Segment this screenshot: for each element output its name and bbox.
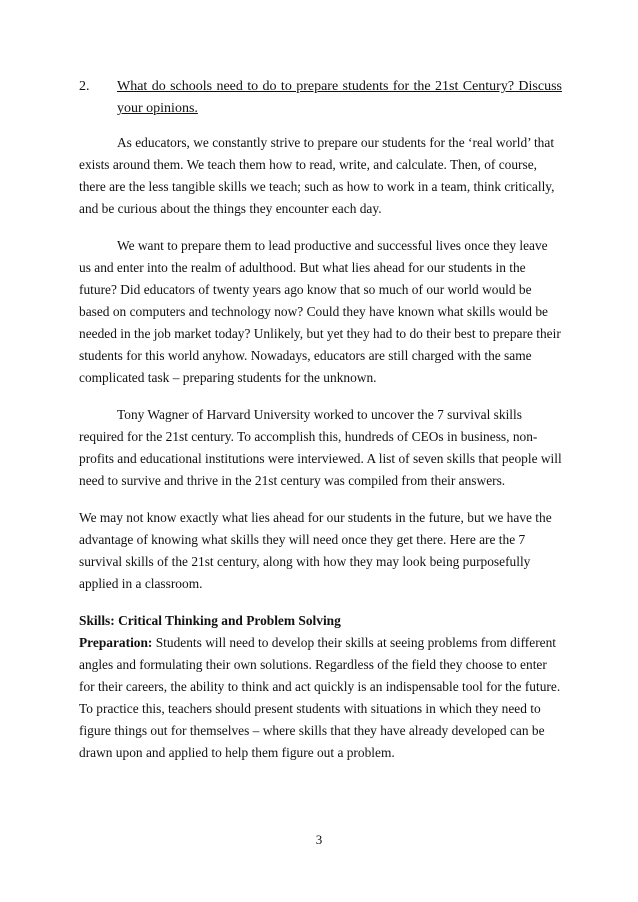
- skill-heading: Skills: Critical Thinking and Problem Solving: [79, 613, 341, 628]
- preparation-text: Students will need to develop their skills at seeing problems from different angles and formulating their own solutions. Regardless of the field they choose to enter for their careers, the ability to think and act quickly is an indispensable tool for the future. To practice this, teachers should present students with situations in which they need to figure things out for themselves – where skills that they have already developed can be drawn upon and applied to help them figure out a problem.: [79, 635, 561, 760]
- question-block: [79, 76, 562, 120]
- preparation-label: Preparation:: [79, 635, 153, 650]
- question-text: What do schools need to do to prepare students for the 21st Century? Discuss your opinions.: [117, 79, 562, 116]
- document-body: [79, 132, 562, 779]
- paragraph-wagner: Tony Wagner of Harvard University worked to uncover the 7 survival skills required for the 21st century. To accomplish this, hundreds of CEOs in business, non-profits and educational institutions were interviewed. A list of seven skills that people will need to survive and thrive in the 21st century was compiled from their answers.: [79, 407, 562, 488]
- skill-preparation: [79, 632, 562, 764]
- page-number: 3: [315, 832, 323, 847]
- paragraph-future: We want to prepare them to lead productive and successful lives once they leave us and enter into the realm of adulthood. But what lies ahead for our students in the future? Did educators of twenty years ago know that so much of our world would be based on computers and technology now? Could they have known what skills would be needed in the job market today? Unlikely, but yet they had to do their best to prepare their students for this world anyhow. Nowadays, educators are still charged with the same complicated task – preparing students for the unknown.: [79, 238, 561, 385]
- paragraph-intro: As educators, we constantly strive to prepare our students for the ‘real world’ that exists around them. We teach them how to read, write, and calculate. Then, of course, there are the less tangible skills we teach; such as how to work in a team, think critically, and be curious about the things they encounter each day.: [79, 135, 555, 216]
- question-number: 2.: [79, 79, 90, 94]
- paragraph-survival-skills: We may not know exactly what lies ahead for our students in the future, but we have the advantage of knowing what skills they will need once they get there. Here are the 7 survival skills of the 21st century, along with how they may look being purposefully applied in a classroom.: [79, 510, 552, 591]
